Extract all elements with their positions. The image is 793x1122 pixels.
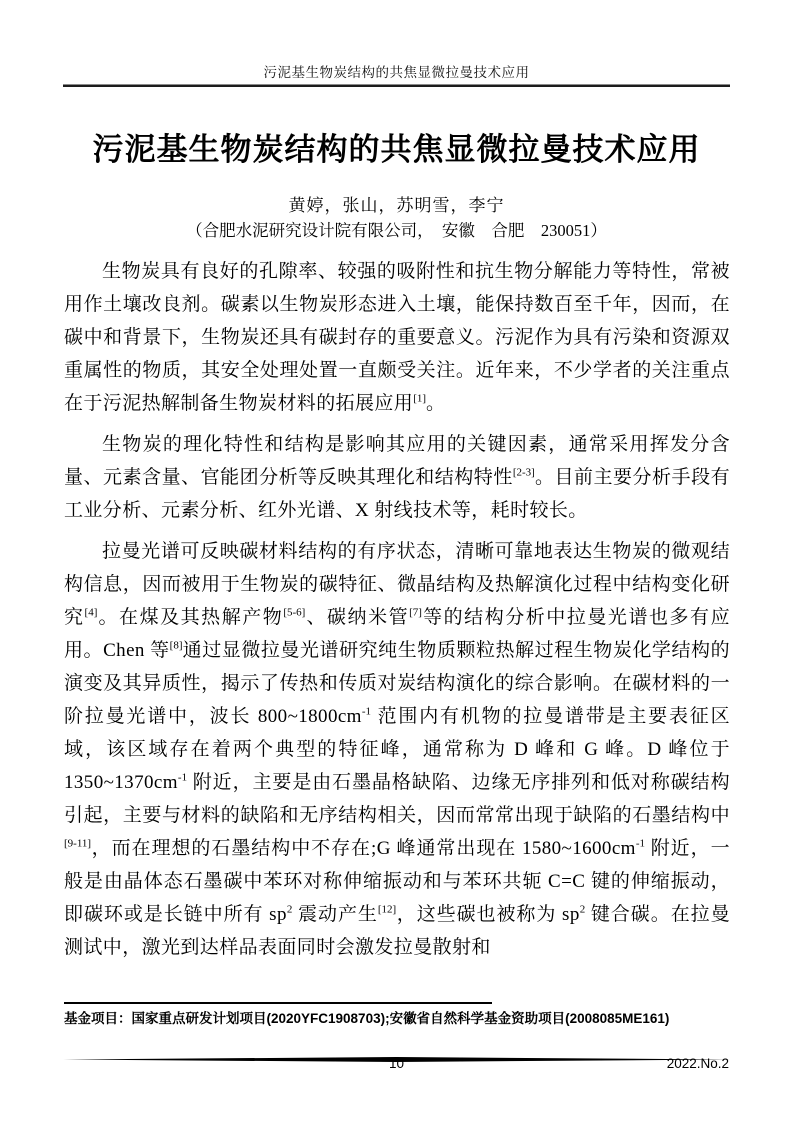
reference-superscript: [9-11] [64,837,92,850]
issue-label: 2022.No.2 [666,1056,729,1071]
footer-rule [63,1049,730,1054]
page-title: 污泥基生物炭结构的共焦显微拉曼技术应用 [92,132,701,167]
reference-superscript: [5-6] [283,606,306,619]
header-rule [63,84,730,87]
reference-superscript: [12] [377,903,397,916]
affiliation-line: （合肥水泥研究设计院有限公司， 安徽 合肥 230051） [186,221,607,240]
reference-superscript: 2 [286,903,293,916]
footnote-rule [64,1002,492,1004]
reference-superscript: -1 [361,705,372,718]
reference-superscript: [8] [169,639,183,652]
article-body [64,255,730,972]
reference-superscript: [2-3] [512,466,535,479]
page-number: 10 [388,1056,405,1071]
reference-superscript: 2 [579,903,586,916]
paragraph: 生物炭具有良好的孔隙率、较强的吸附性和抗生物分解能力等特性，常被用作土壤改良剂。碳素以生物炭形态进入土壤，能保持数百至千年，因而，在碳中和背景下，生物炭还具有碳封存的重要意义。污泥作为具有污染和资源双重属性的物质，其安全处理处置一直颇受关注。近年来，不少学者的关注重点在于污泥热解制备生物炭材料的拓展应用[1]。 [64,261,730,414]
reference-superscript: [1] [413,392,427,405]
paragraph: 生物炭的理化特性和结构是影响其应用的关键因素，通常采用挥发分含量、元素含量、官能团分析等反映其理化和结构特性[2-3]。目前主要分析手段有工业分析、元素分析、红外光谱、X 射线技术等，耗时较长。 [64,434,730,521]
reference-superscript: -1 [635,837,646,850]
funding-footnote: 基金项目：国家重点研发计划项目(2020YFC1908703);安徽省自然科学基金资助项目(2008085ME161) [64,1011,670,1026]
authors-line: 黄婷，张山，苏明雪，李宁 [288,196,505,215]
paragraph: 拉曼光谱可反映碳材料结构的有序状态，清晰可靠地表达生物炭的微观结构信息，因而被用于生物炭的碳特征、微晶结构及热解演化过程中结构变化研究[4]。在煤及其热解产物[5-6]、碳纳米管[7]等的结构分析中拉曼光谱也多有应用。Chen 等[8]通过显微拉曼光谱研究纯生物质颗粒热解过程生物炭化学结构的演变及其异质性，揭示了传热和传质对炭结构演化的综合影响。在碳材料的一阶拉曼光谱中，波长 $800\sim 1800cm^{-1}$ 范围内有机物的拉曼谱带是主要表征区域，该区域存在着两个典型的特征峰，通常称为 D 峰和 G 峰。D 峰位于 $1350\sim 1370cm^{-1}$ 附近，主要是由石墨晶格缺陷、边缘无序排列和低对称碳结构引起，主要与材料的缺陷和无序结构相关，因而常常出现于缺陷的石墨结构中[9-11]，而在理想的石墨结构中不存在;G 峰通常出现在 $1580\sim 1600cm^{-1}$ 附近，一般是由晶体态石墨碳中苯环对称伸缩振动和与苯环共轭 C=C 键的伸缩振动，即碳环或是长链中所有 $sp^2$ 震动产生[12]，这些碳也被称为 $sp^2$ 键合碳。在拉曼测试中，激光到达样品表面同时会激发拉曼散射和 [64,541,731,958]
reference-superscript: -1 [177,771,188,784]
reference-superscript: [7] [409,606,422,619]
running-head: 污泥基生物炭结构的共焦显微拉曼技术应用 [263,65,530,80]
reference-superscript: [4] [84,606,98,619]
